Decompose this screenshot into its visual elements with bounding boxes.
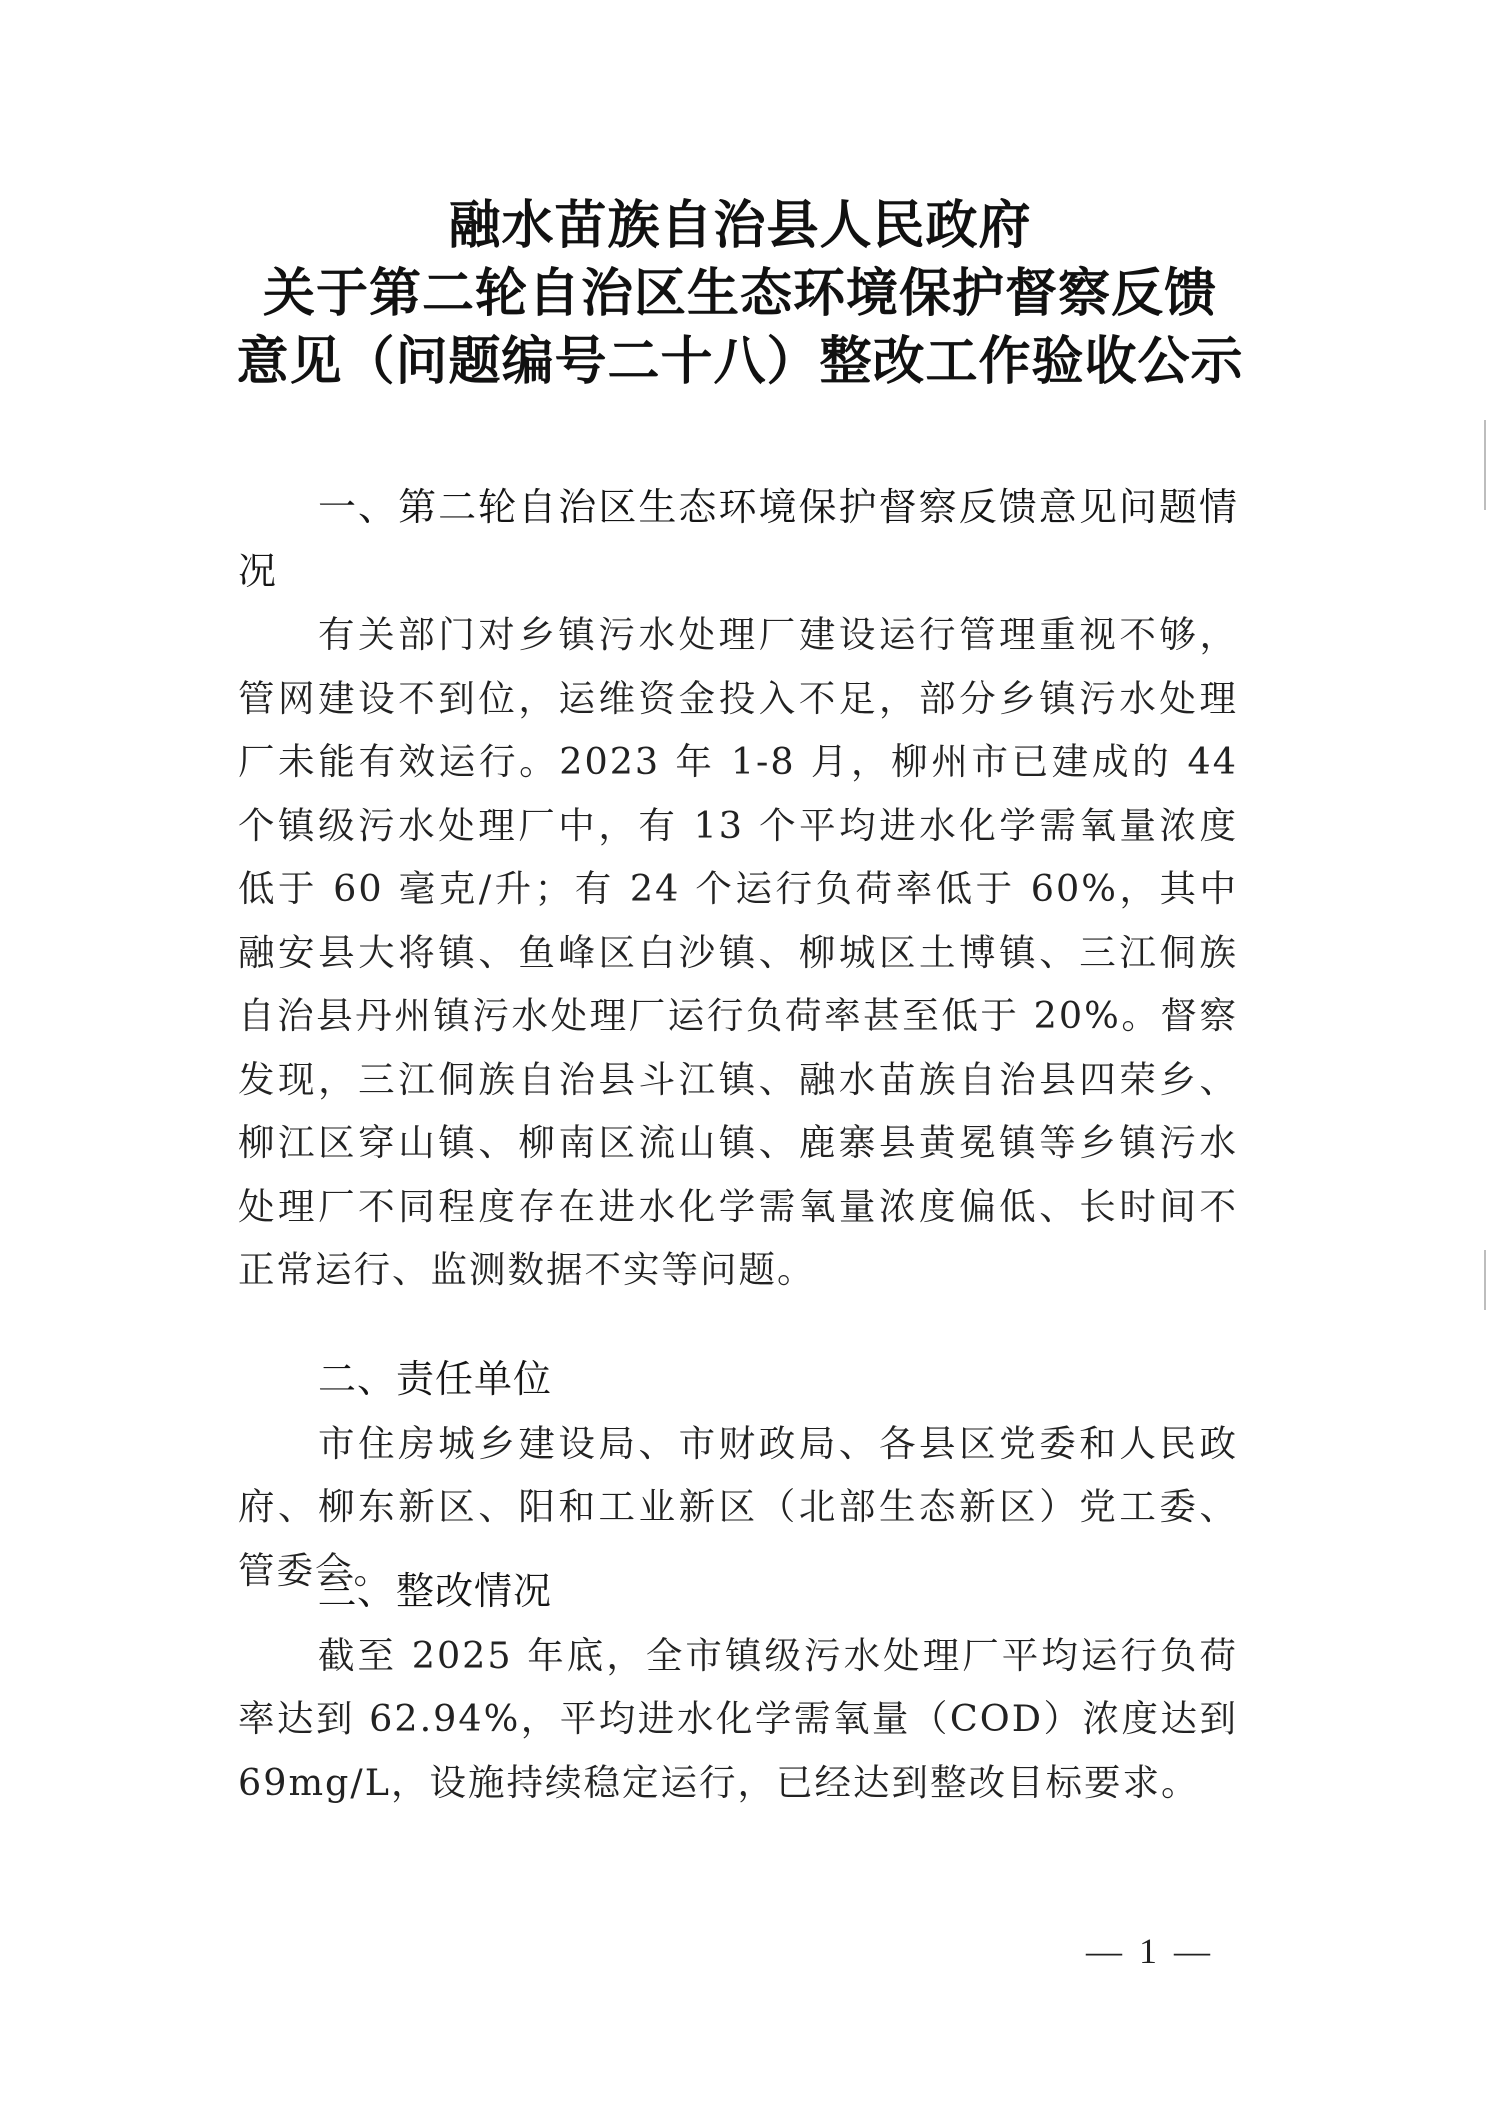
section-3 [238, 1560, 1238, 1814]
section-2-paragraph: 市住房城乡建设局、市财政局、各县区党委和人民政府、柳东新区、阳和工业新区（北部生态新区）党工委、管委会。 [238, 1421, 1238, 1592]
scan-edge-mark [1484, 1250, 1486, 1310]
section-3-paragraph: 截至 2025 年底，全市镇级污水处理厂平均运行负荷率达到 62.94%，平均进水化学需氧量（COD）浓度达到 69mg/L，设施持续稳定运行，已经达到整改目标要求。 [238, 1633, 1238, 1804]
document-title [220, 192, 1260, 396]
section-1-paragraph: 有关部门对乡镇污水处理厂建设运行管理重视不够，管网建设不到位，运维资金投入不足，部分乡镇污水处理厂未能有效运行。2023 年 1-8 月，柳州市已建成的 44 个镇级污水处理厂中，有 13 个平均进水化学需氧量浓度低于 60 毫克/升；有 24 个运行负荷率低于 60%，其中融安县大将镇、鱼峰区白沙镇、柳城区土博镇、三江侗族自治县丹州镇污水处理厂运行负荷率甚至低于 20%。督察发现，三江侗族自治县斗江镇、融水苗族自治县四荣乡、柳江区穿山镇、柳南区流山镇、鹿寨县黄冕镇等乡镇污水处理厂不同程度存在进水化学需氧量浓度偏低、长时间不正常运行、监测数据不实等问题。 [238, 613, 1238, 1291]
section-1 [238, 476, 1238, 1302]
scan-edge-mark [1484, 420, 1486, 510]
section-2-heading: 二、责任单位 [318, 1357, 553, 1401]
title-line-3: 意见（问题编号二十八）整改工作验收公示 [236, 331, 1244, 392]
section-1-heading: 一、第二轮自治区生态环境保护督察反馈意见问题情况 [238, 485, 1238, 593]
title-line-2: 关于第二轮自治区生态环境保护督察反馈 [262, 263, 1217, 324]
section-3-heading: 三、整改情况 [318, 1569, 553, 1613]
page-number: — 1 — [1086, 1931, 1214, 1971]
title-line-1: 融水苗族自治县人民政府 [448, 195, 1032, 256]
